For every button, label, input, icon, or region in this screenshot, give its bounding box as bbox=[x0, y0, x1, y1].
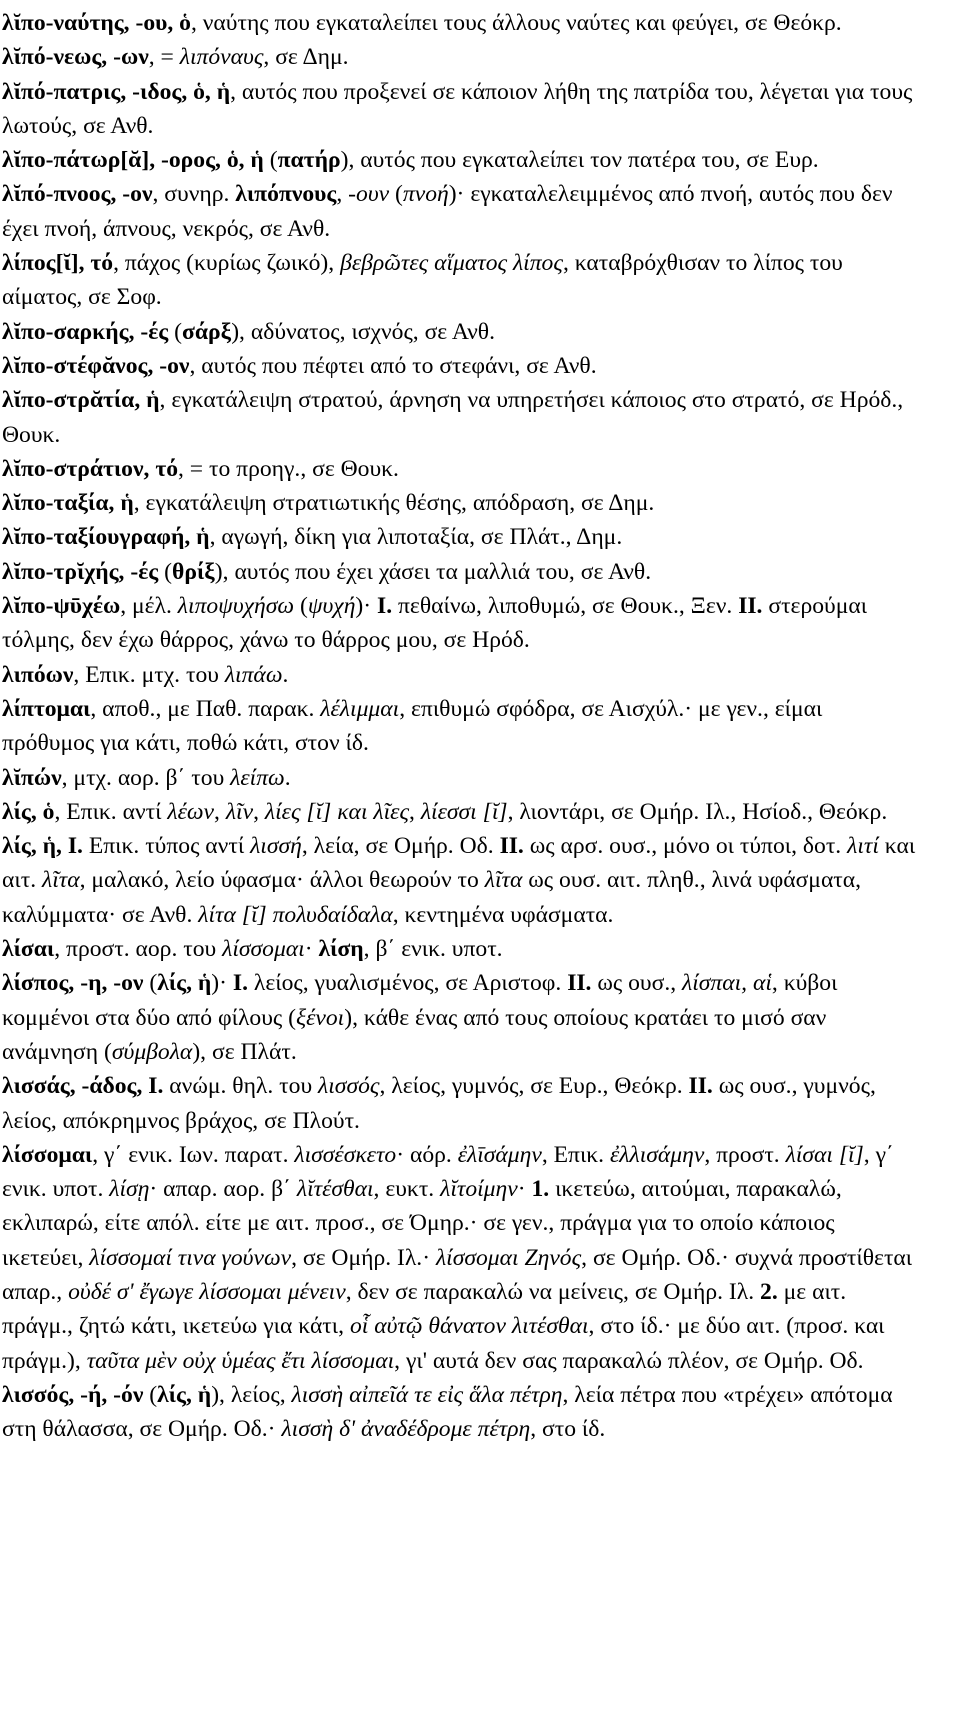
definition-text: )· bbox=[211, 970, 233, 997]
italic-text: λισσέσκετο bbox=[294, 1141, 397, 1168]
definition-text: , Επικ. bbox=[541, 1141, 610, 1168]
italic-text: λῐτοίμην bbox=[440, 1176, 518, 1203]
definition-text: , λεία πέτρα που «τρέχει» απότομα στη θάλασσα, σε Ομήρ. Οδ.· bbox=[2, 1381, 893, 1443]
italic-text: λιποψυχήσω bbox=[177, 593, 295, 620]
definition-text: , Επικ. μτχ. του bbox=[73, 661, 225, 688]
headword-bold: λῐπο-ταξίουγραφή, ἡ bbox=[2, 524, 210, 551]
definition-text: · απαρ. αορ. β΄ bbox=[149, 1176, 297, 1203]
definition-text: , γ΄ ενικ. Ιων. παρατ. bbox=[92, 1141, 295, 1168]
dictionary-entry-lipo-pnoos bbox=[2, 177, 920, 246]
definition-text: ), αυτός που έχει χάσει τα μαλλιά του, σε Ανθ. bbox=[214, 558, 652, 585]
headword-bold: λίσσομαι bbox=[2, 1141, 93, 1168]
italic-text: λῐτέσθαι bbox=[296, 1176, 374, 1203]
italic-text: λέων bbox=[167, 798, 215, 825]
headword-bold: 2. bbox=[760, 1278, 778, 1305]
headword-bold: λῐπό-πνοος, -ον bbox=[2, 181, 153, 208]
definition-text: , μτχ. αορ. β΄ του bbox=[61, 764, 231, 791]
headword-bold: λισσάς, -άδος, I. bbox=[2, 1073, 164, 1100]
headword-bold: λιπόων bbox=[2, 661, 74, 688]
headword-bold: λίς, ἡ bbox=[157, 1381, 212, 1408]
italic-text: -ουν bbox=[348, 181, 390, 208]
definition-text: , εγκατάλειψη στρατού, άρνηση να υπηρετήσει κάποιος στο στρατό, σε Ηρόδ., Θουκ. bbox=[2, 387, 904, 448]
definition-text: , σε Δημ. bbox=[263, 44, 349, 71]
headword-bold: πατήρ bbox=[277, 147, 341, 174]
italic-text: λίσπαι, αἱ bbox=[682, 970, 772, 997]
dictionary-entry-lipo-pator bbox=[2, 143, 920, 177]
definition-text: ( bbox=[168, 318, 183, 345]
dictionary-entry-lipo-nautis bbox=[2, 6, 920, 40]
definition-text: ), κάθε ένας από τους οποίους κρατάει το μισό σαν ανάμνηση ( bbox=[2, 1004, 827, 1065]
definition-text: ως αρσ. ουσ., μόνο οι τύποι, δοτ. bbox=[523, 833, 848, 860]
definition-text: ως ουσ., γυμνός, λείος, απόκρημνος βράχος, σε Πλούτ. bbox=[2, 1073, 876, 1134]
definition-text: , β΄ ενικ. υποτ. bbox=[363, 936, 503, 963]
headword-bold: I. bbox=[232, 970, 249, 997]
definition-text: ως ουσ., bbox=[591, 970, 683, 997]
italic-text: λίσσομαί τινα γούνων bbox=[89, 1244, 292, 1271]
definition-text: , λείος, γυμνός, σε Ευρ., Θεόκρ. bbox=[379, 1073, 689, 1100]
italic-text: λίσῃ bbox=[109, 1176, 150, 1203]
headword-bold: λίση bbox=[318, 936, 364, 963]
italic-text: ἐλλισάμην bbox=[609, 1141, 705, 1168]
dictionary-entry-lipo-trichis bbox=[2, 555, 920, 589]
headword-bold: λίπτομαι bbox=[2, 695, 91, 722]
italic-text: λῖν bbox=[225, 798, 254, 825]
headword-bold: II. bbox=[688, 1073, 713, 1100]
definition-text: , bbox=[409, 798, 421, 825]
headword-bold: λῐπο-σαρκής, -ές bbox=[2, 318, 169, 345]
definition-text: , προστ. αορ. του bbox=[54, 936, 223, 963]
definition-text: και αιτ. bbox=[2, 833, 916, 894]
dictionary-entry-lipo-neos bbox=[2, 40, 920, 74]
headword-bold: λῐπο-ταξία, ἡ bbox=[2, 490, 134, 517]
definition-text: ( bbox=[389, 181, 403, 208]
definition-text: λείος, γυαλισμένος, σε Αριστοφ. bbox=[248, 970, 568, 997]
definition-text: ( bbox=[143, 1381, 158, 1408]
definition-text: , αποθ., με Παθ. παρακ. bbox=[90, 695, 321, 722]
dictionary-entry-lipo-patris bbox=[2, 75, 920, 144]
italic-text: λῖτα bbox=[42, 867, 80, 894]
dictionary-entry-lipo-stratia bbox=[2, 383, 920, 452]
definition-text: , γ΄ ενικ. υποτ. bbox=[2, 1141, 894, 1203]
italic-text: λῖτα bbox=[484, 867, 523, 894]
headword-bold: λῐπο-ψῡχέω bbox=[2, 593, 121, 620]
definition-text: , δεν σε παρακαλώ να μείνεις, σε Ομήρ. Ιλ. bbox=[345, 1278, 761, 1305]
headword-bold: λῐπο-στέφᾰνος, -ον bbox=[2, 352, 190, 379]
italic-text: λίσαι [ῐ] bbox=[785, 1141, 864, 1168]
definition-text: . bbox=[284, 764, 291, 791]
definition-text: Επικ. τύπος αντί bbox=[82, 833, 251, 860]
dictionary-entry-lipo-taxiougrafi bbox=[2, 520, 920, 554]
italic-text: λισσός bbox=[318, 1073, 380, 1100]
dictionary-entry-lipoon bbox=[2, 658, 920, 692]
definition-text: , κύβοι κομμένοι στα δύο από φίλους ( bbox=[2, 970, 838, 1031]
definition-text: · αόρ. bbox=[396, 1141, 458, 1168]
italic-text: λίτα [ῐ] πολυδαίδαλα bbox=[198, 901, 393, 928]
dictionary-entry-lipon bbox=[2, 761, 920, 795]
headword-bold: λίς, ἡ bbox=[157, 970, 212, 997]
italic-text: λιτί bbox=[847, 833, 879, 860]
dictionary-entry-lipo-stration bbox=[2, 452, 920, 486]
italic-text: λιπάω bbox=[224, 661, 283, 688]
definition-text: ( bbox=[143, 970, 158, 997]
definition-text: πεθαίνω, λιποθυμώ, σε Θουκ., Ξεν. bbox=[392, 593, 739, 620]
italic-text: λίσσομαι bbox=[222, 936, 305, 963]
headword-bold: λίπος[ῐ], τό bbox=[2, 250, 114, 277]
italic-text: βεβρῶτες αἵματος λίπος bbox=[340, 250, 563, 277]
definition-text: , προστ. bbox=[704, 1141, 786, 1168]
definition-text: , bbox=[253, 798, 265, 825]
definition-text: , γι' αυτά δεν σας παρακαλώ πλέον, σε Ομήρ. Οδ. bbox=[394, 1347, 864, 1374]
definition-text: , αγωγή, δίκη για λιποταξία, σε Πλάτ., Δημ. bbox=[209, 524, 623, 551]
definition-text: , σε Ομήρ. Οδ.· συχνά προστίθεται απαρ., bbox=[2, 1244, 913, 1305]
dictionary-entry-lipo-psychoo bbox=[2, 589, 920, 658]
headword-bold: λιπόπνους bbox=[235, 181, 337, 208]
definition-text: , αυτός που προξενεί σε κάποιον λήθη της πατρίδα του, λέγεται για τους λωτούς, σε Ανθ. bbox=[2, 78, 913, 139]
headword-bold: λίσαι bbox=[2, 936, 55, 963]
definition-text: ), λείος, bbox=[211, 1381, 292, 1408]
italic-text: λισσὴ αἰπεῖά τε εἰς ἅλα πέτρη bbox=[291, 1381, 563, 1408]
italic-text: λίες [ῐ] και λῖες bbox=[264, 798, 410, 825]
italic-text: πνοή bbox=[402, 181, 449, 208]
definition-text: , bbox=[214, 798, 226, 825]
italic-text: ἐλῑσάμην bbox=[457, 1141, 542, 1168]
headword-bold: λῐπών bbox=[2, 764, 62, 791]
definition-text: , λιοντάρι, σε Ομήρ. Ιλ., Ησίοδ., Θεόκρ. bbox=[507, 798, 888, 825]
definition-text: , bbox=[336, 181, 349, 208]
italic-text: λέλιμμαι bbox=[320, 695, 400, 722]
dictionary-entry-lissas bbox=[2, 1069, 920, 1138]
definition-text: , ευκτ. bbox=[373, 1176, 441, 1203]
definition-text: ικετεύω, αιτούμαι, παρακαλώ, εκλιπαρώ, είτε απόλ. είτε με αιτ. προσ., σε Όμηρ.· σε γεν., πράγμα για το οποίο κάποιος ικετεύει, bbox=[2, 1176, 842, 1271]
italic-text: λισσή bbox=[250, 833, 302, 860]
headword-bold: II. bbox=[738, 593, 763, 620]
italic-text: ψυχή bbox=[307, 593, 356, 620]
italic-text: λισσὴ δ' ἀναδέδρομε πέτρη bbox=[281, 1416, 531, 1443]
definition-text: με αιτ. πράγμ., ζητώ κάτι, ικετεύω για κάτι, bbox=[2, 1278, 847, 1340]
definition-text: ( bbox=[263, 147, 278, 174]
definition-text: , Επικ. αντί bbox=[54, 798, 168, 825]
definition-text: , στο ίδ.· με δύο αιτ. (προσ. και πράγμ.), bbox=[2, 1313, 885, 1374]
italic-text: οὐδέ σ' ἔγωγε λίσσομαι μένειν bbox=[68, 1278, 346, 1305]
definition-text: , καταβρόχθισαν το λίπος του αίματος, σε Σοφ. bbox=[2, 250, 843, 311]
definition-text: , λεία, σε Ομήρ. Οδ. bbox=[301, 833, 500, 860]
definition-text: , εγκατάλειψη στρατιωτικής θέσης, απόδραση, σε Δημ. bbox=[133, 490, 655, 517]
dictionary-entry-lipo-stefanos bbox=[2, 349, 920, 383]
definition-text: , αυτός που πέφτει από το στεφάνι, σε Ανθ. bbox=[189, 352, 597, 379]
headword-bold: λίς, ἡ, I. bbox=[2, 833, 83, 860]
definition-text: , κεντημένα υφάσματα. bbox=[392, 901, 614, 928]
dictionary-entry-lisai bbox=[2, 932, 920, 966]
definition-text: ως ουσ. αιτ. πληθ., λινά υφάσματα, καλύμματα· σε Ανθ. bbox=[2, 867, 862, 928]
headword-bold: II. bbox=[567, 970, 592, 997]
definition-text: , επιθυμώ σφόδρα, σε Αισχύλ.· με γεν., είμαι πρόθυμος για κάτι, ποθώ κάτι, στον ίδ. bbox=[2, 695, 823, 757]
headword-bold: λῐπο-τρῐχής, -ές bbox=[2, 558, 159, 585]
headword-bold: λίς, ὁ bbox=[2, 798, 55, 825]
definition-text: ανώμ. θηλ. του bbox=[163, 1073, 319, 1100]
dictionary-entry-lissomai bbox=[2, 1138, 920, 1378]
definition-text: ( bbox=[294, 593, 308, 620]
italic-text: ξένοι bbox=[296, 1004, 345, 1031]
definition-text: ), σε Πλάτ. bbox=[192, 1038, 297, 1065]
definition-text: ), αυτός που εγκαταλείπει τον πατέρα του, σε Ευρ. bbox=[340, 147, 819, 174]
italic-text: ταῦτα μὲν οὐχ ὑμέας ἔτι λίσσομαι bbox=[86, 1347, 395, 1374]
definition-text: ), αδύνατος, ισχνός, σε Ανθ. bbox=[231, 318, 495, 345]
italic-text: λείπω bbox=[230, 764, 285, 791]
definition-text: )· bbox=[355, 593, 378, 620]
headword-bold: θρίξ bbox=[172, 558, 215, 585]
definition-text: , στο ίδ. bbox=[530, 1416, 606, 1443]
headword-bold: 1. bbox=[531, 1176, 550, 1203]
definition-text: ( bbox=[158, 558, 173, 585]
headword-bold: II. bbox=[499, 833, 524, 860]
headword-bold: λῐπο-πάτωρ[ᾰ], -ορος, ὁ, ἡ bbox=[2, 147, 264, 174]
definition-text: στερούμαι τόλμης, δεν έχω θάρρος, χάνω το θάρρος μου, σε Ηρόδ. bbox=[2, 593, 868, 654]
italic-text: λίσσομαι Ζηνός bbox=[435, 1244, 582, 1271]
italic-text: λίεσσι [ῐ] bbox=[420, 798, 508, 825]
definition-text: · bbox=[517, 1176, 532, 1203]
italic-text: οἷ αὐτῷ θάνατον λιτέσθαι bbox=[349, 1313, 589, 1340]
headword-bold: λῐπο-στρᾰτία, ἡ bbox=[2, 387, 160, 414]
headword-bold: σάρξ bbox=[182, 318, 232, 345]
headword-bold: I. bbox=[377, 593, 393, 620]
dictionary-entry-lis-o bbox=[2, 795, 920, 829]
headword-bold: λισσός, -ή, -όν bbox=[2, 1381, 144, 1408]
definition-text: , συνηρ. bbox=[152, 181, 236, 208]
headword-bold: λῐπο-στράτιον, τό bbox=[2, 455, 178, 482]
definition-text: , = το προηγ., σε Θουκ. bbox=[178, 455, 399, 482]
dictionary-entry-lipos bbox=[2, 246, 920, 315]
dictionary-entry-lispos bbox=[2, 966, 920, 1069]
dictionary-entry-lis-i bbox=[2, 829, 920, 932]
dictionary-entry-liptomai bbox=[2, 692, 920, 761]
headword-bold: λίσπος, -η, -ον bbox=[2, 970, 144, 997]
dictionary-entry-lipo-sarkis bbox=[2, 315, 920, 349]
definition-text: , πάχος (κυρίως ζωικό), bbox=[113, 250, 341, 277]
italic-text: λιπόναυς bbox=[179, 44, 264, 71]
definition-text: , = bbox=[148, 44, 180, 71]
definition-text: . bbox=[282, 661, 289, 688]
definition-text: , σε Ομήρ. Ιλ.· bbox=[291, 1244, 436, 1271]
definition-text: , μέλ. bbox=[120, 593, 178, 620]
italic-text: σύμβολα bbox=[111, 1038, 193, 1065]
definition-text: · bbox=[304, 936, 319, 963]
definition-text: , ναύτης που εγκαταλείπει τους άλλους ναύτες και φεύγει, σε Θεόκρ. bbox=[190, 10, 842, 36]
definition-text: )· εγκαταλελειμμένος από πνοή, αυτός που δεν έχει πνοή, άπνους, νεκρός, σε Ανθ. bbox=[2, 181, 893, 242]
headword-bold: λῐπο-ναύτης, -ου, ὁ bbox=[2, 10, 191, 36]
dictionary-entry-lipo-taxia bbox=[2, 486, 920, 520]
headword-bold: λῐπό-νεως, -ων bbox=[2, 44, 149, 71]
headword-bold: λῐπό-πατρις, -ιδος, ὁ, ἡ bbox=[2, 78, 231, 105]
dictionary-entry-lissos bbox=[2, 1378, 920, 1447]
definition-text: , μαλακό, λείο ύφασμα· άλλοι θεωρούν το bbox=[79, 867, 485, 894]
